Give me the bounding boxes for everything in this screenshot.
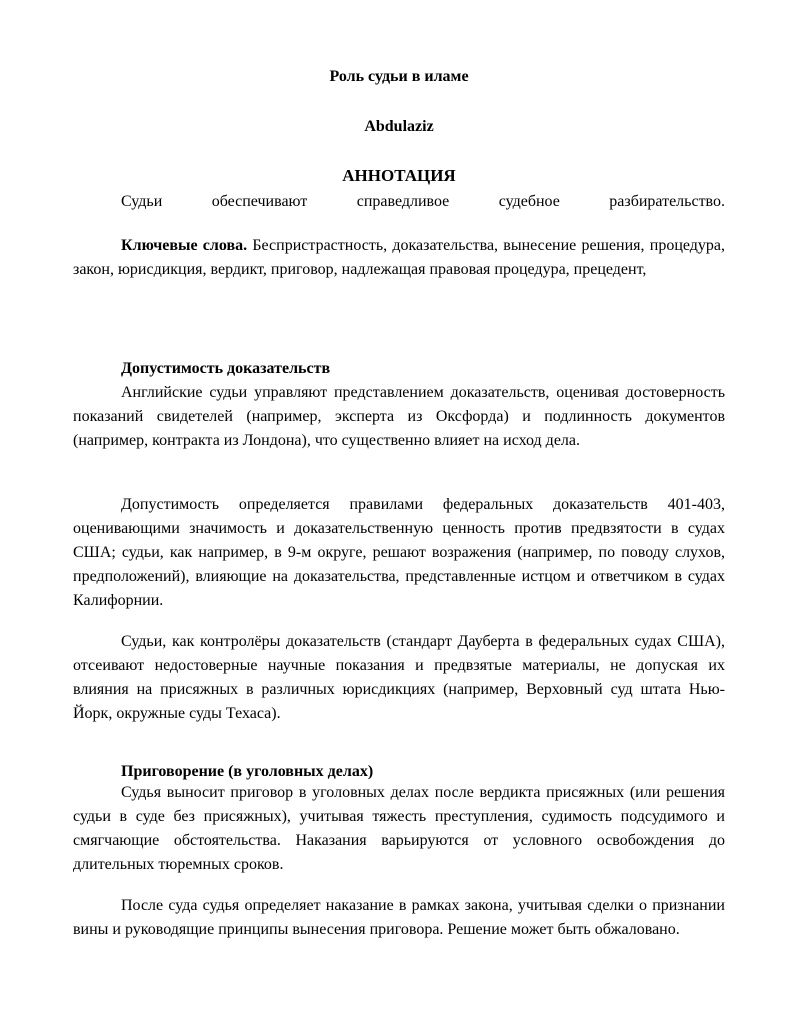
abstract-heading: АННОТАЦИЯ (342, 166, 456, 185)
section-heading-sentencing: Приговорение (в уголовных делах) (121, 763, 374, 780)
document-page (73, 0, 725, 1035)
author-name: Abdulaziz (364, 118, 434, 135)
paragraph: Судьи, как контролёры доказательств (стандарт Дауберта в федеральных судах США), отсеивают недостоверные научные показания и предвзятые материалы, не допуская их влияния на присяжных в различных юрисдикциях (например, Верховный суд штата Нью-Йорк, окружные суды Техаса). (73, 633, 725, 722)
keywords-paragraph (73, 234, 725, 282)
paragraph: Допустимость определяется правилами федеральных доказательств 401-403, оценивающими значимость и доказательственную ценность против предвзятости в судах США; судьи, как например, в 9-м округе, решают возражения (например, по поводу слухов, предположений), влияющие на доказательства, представленные истцом и ответчиком в судах Калифорнии. (73, 496, 725, 609)
keywords-label: Ключевые слова. (121, 237, 248, 254)
paragraph: Английские судьи управляют представлением доказательств, оценивая достоверность показаний свидетелей (например, эксперта из Оксфорда) и подлинность документов (например, контракта из Лондона), что существенно влияет на исход дела. (73, 384, 725, 449)
abstract-text: Судьи обеспечивают справедливое судебное разбирательство. (121, 193, 725, 210)
keywords-text: Беспристрастность, доказательства, вынесение решения, процедура, закон, юрисдикция, вердикт, приговор, надлежащая правовая процедура, прецедент, (73, 237, 726, 278)
paragraph: Судья выносит приговор в уголовных делах после вердикта присяжных (или решения судьи в суде без присяжных), учитывая тяжесть преступления, судимость подсудимого и смягчающие обстоятельства. Наказания варьируются от условного освобождения до длительных тюремных сроков. (73, 784, 725, 873)
paragraph: После суда судья определяет наказание в рамках закона, учитывая сделки о признании вины и руководящие принципы вынесения приговора. Решение может быть обжаловано. (73, 897, 725, 938)
document-title: Роль судьи в иламе (329, 68, 469, 85)
section-heading-admissibility: Допустимость доказательств (121, 360, 331, 377)
